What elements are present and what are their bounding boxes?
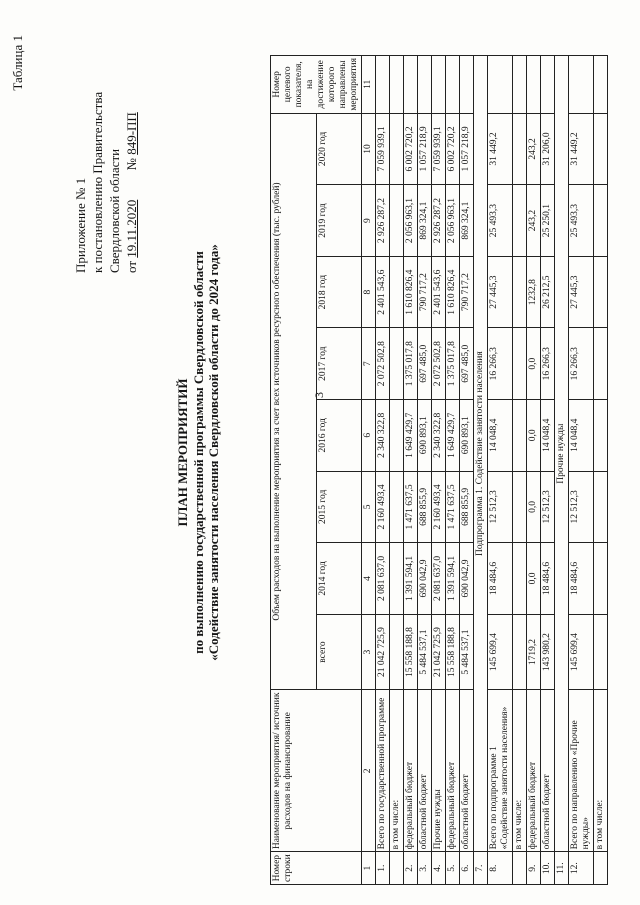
row-number: 5. bbox=[446, 852, 460, 885]
cell-value: 1 375 017,8 bbox=[446, 328, 460, 400]
header-year: 2020 год bbox=[316, 113, 362, 185]
cell-value: 869 324,1 bbox=[418, 185, 432, 257]
cell-value: 2 056 963,1 bbox=[446, 185, 460, 257]
cell-value: 7 059 939,1 bbox=[376, 113, 390, 185]
cell-value bbox=[513, 614, 527, 690]
section-title: Прочие нужды bbox=[555, 56, 569, 852]
cell-value: 1 391 594,1 bbox=[404, 543, 418, 615]
cell-value: 6 002 720,2 bbox=[404, 113, 418, 185]
cell-value bbox=[513, 113, 527, 185]
cell-value: 790 717,2 bbox=[418, 256, 432, 328]
cell-value bbox=[390, 328, 404, 400]
cell-value: 14 048,4 bbox=[541, 400, 555, 472]
cell-value: 12 512,3 bbox=[569, 471, 594, 543]
row-number: 4. bbox=[432, 852, 446, 885]
row-name: Всего по государственной программе bbox=[376, 690, 390, 852]
table-row bbox=[527, 56, 541, 885]
row-target bbox=[446, 56, 460, 114]
header-name: Наименование мероприятия/ источник расходов на финансирование bbox=[271, 690, 362, 852]
header-year: 2019 год bbox=[316, 185, 362, 257]
section-row bbox=[474, 56, 488, 885]
cell-value: 2 926 287,2 bbox=[376, 185, 390, 257]
appendix-date: 19.11.2020 bbox=[124, 199, 139, 258]
cell-value: 21 042 725,9 bbox=[432, 614, 446, 690]
row-target bbox=[513, 56, 527, 114]
header-year: 2017 год bbox=[316, 328, 362, 400]
cell-value: 7 059 939,1 bbox=[432, 113, 446, 185]
cell-value: 2 056 963,1 bbox=[404, 185, 418, 257]
cell-value: 15 558 188,8 bbox=[446, 614, 460, 690]
row-number: 6. bbox=[460, 852, 474, 885]
cell-value: 31 449,2 bbox=[569, 113, 594, 185]
row-number bbox=[390, 852, 404, 885]
cell-value: 1 471 637,5 bbox=[404, 471, 418, 543]
row-name: областной бюджет bbox=[541, 690, 555, 852]
row-name: в том числе: bbox=[513, 690, 527, 852]
cell-value: 1 391 594,1 bbox=[446, 543, 460, 615]
appendix-line-3: Свердловской области bbox=[107, 148, 122, 273]
row-number: 1. bbox=[376, 852, 390, 885]
cell-value: 18 484,6 bbox=[488, 543, 513, 615]
table-label: Таблица 1 bbox=[10, 35, 25, 91]
cell-value: 697 485,0 bbox=[418, 328, 432, 400]
header-row-number: Номер строки bbox=[271, 852, 362, 885]
page-number: 3 bbox=[312, 392, 326, 398]
cell-value bbox=[594, 614, 608, 690]
cell-value: 25 493,3 bbox=[488, 185, 513, 257]
column-index: 8 bbox=[362, 256, 376, 328]
cell-value: 1 649 429,7 bbox=[446, 400, 460, 472]
appendix-number: 849-ПП bbox=[124, 112, 139, 155]
plan-subtitle-2: «Содействие занятости населения Свердловской области до 2024 года» bbox=[206, 244, 221, 661]
cell-value: 790 717,2 bbox=[460, 256, 474, 328]
cell-value bbox=[390, 614, 404, 690]
cell-value: 2 340 322,8 bbox=[376, 400, 390, 472]
header-target: Номер целевого показателя, на достижение которого направлены мероприятия bbox=[271, 56, 362, 114]
section-title: Подпрограмма 1. Содействие занятости населения bbox=[474, 56, 488, 852]
appendix-line-2: к постановлению Правительства bbox=[90, 91, 105, 273]
row-number: 9. bbox=[527, 852, 541, 885]
row-number: 3. bbox=[418, 852, 432, 885]
cell-value bbox=[390, 400, 404, 472]
cell-value: 1 375 017,8 bbox=[404, 328, 418, 400]
cell-value: 21 042 725,9 bbox=[376, 614, 390, 690]
cell-value: 1 057 218,9 bbox=[460, 113, 474, 185]
cell-value bbox=[390, 185, 404, 257]
appendix-from: от bbox=[124, 260, 139, 273]
cell-value: 2 401 543,6 bbox=[376, 256, 390, 328]
cell-value bbox=[594, 256, 608, 328]
cell-value bbox=[390, 113, 404, 185]
cell-value: 243,2 bbox=[527, 185, 541, 257]
cell-value: 16 266,3 bbox=[488, 328, 513, 400]
row-name: федеральный бюджет bbox=[404, 690, 418, 852]
cell-value: 697 485,0 bbox=[460, 328, 474, 400]
header-year: 2014 год bbox=[316, 543, 362, 615]
row-target bbox=[390, 56, 404, 114]
table-row bbox=[446, 56, 460, 885]
cell-value: 31 449,2 bbox=[488, 113, 513, 185]
header-year: 2015 год bbox=[316, 471, 362, 543]
cell-value: 1 610 826,4 bbox=[446, 256, 460, 328]
cell-value: 0,0 bbox=[527, 543, 541, 615]
cell-value: 2 340 322,8 bbox=[432, 400, 446, 472]
row-name: областной бюджет bbox=[418, 690, 432, 852]
row-target bbox=[376, 56, 390, 114]
column-index: 4 bbox=[362, 543, 376, 615]
cell-value: 688 855,9 bbox=[460, 471, 474, 543]
cell-value: 27 445,3 bbox=[488, 256, 513, 328]
column-index: 3 bbox=[362, 614, 376, 690]
cell-value: 5 484 537,1 bbox=[460, 614, 474, 690]
appendix-no-label: № bbox=[124, 158, 139, 171]
cell-value: 1232,8 bbox=[527, 256, 541, 328]
cell-value: 688 855,9 bbox=[418, 471, 432, 543]
row-name: Всего по подпрограмме 1 «Содействие занятости населения» bbox=[488, 690, 513, 852]
header-year: 2016 год bbox=[316, 400, 362, 472]
cell-value: 869 324,1 bbox=[460, 185, 474, 257]
table-row bbox=[376, 56, 390, 885]
column-index: 10 bbox=[362, 113, 376, 185]
cell-value: 243,2 bbox=[527, 113, 541, 185]
section-row bbox=[555, 56, 569, 885]
header-total: всего bbox=[316, 614, 362, 690]
cell-value: 145 699,4 bbox=[488, 614, 513, 690]
cell-value: 143 980,2 bbox=[541, 614, 555, 690]
cell-value: 1 649 429,7 bbox=[404, 400, 418, 472]
column-index: 7 bbox=[362, 328, 376, 400]
cell-value bbox=[390, 256, 404, 328]
cell-value: 16 266,3 bbox=[569, 328, 594, 400]
row-target bbox=[569, 56, 594, 114]
row-number: 10. bbox=[541, 852, 555, 885]
cell-value: 26 212,5 bbox=[541, 256, 555, 328]
column-index: 6 bbox=[362, 400, 376, 472]
cell-value: 14 048,4 bbox=[488, 400, 513, 472]
table-row bbox=[569, 56, 594, 885]
cell-value bbox=[594, 328, 608, 400]
cell-value bbox=[513, 543, 527, 615]
row-name: в том числе: bbox=[390, 690, 404, 852]
row-name: федеральный бюджет bbox=[527, 690, 541, 852]
cell-value: 14 048,4 bbox=[569, 400, 594, 472]
cell-value: 0,0 bbox=[527, 400, 541, 472]
row-target bbox=[541, 56, 555, 114]
row-number bbox=[513, 852, 527, 885]
cell-value: 145 699,4 bbox=[569, 614, 594, 690]
table-row bbox=[432, 56, 446, 885]
row-number: 7. bbox=[474, 852, 488, 885]
cell-value: 1 471 637,5 bbox=[446, 471, 460, 543]
column-index: 1 bbox=[362, 852, 376, 885]
cell-value: 2 160 493,4 bbox=[432, 471, 446, 543]
appendix-date-line bbox=[123, 23, 140, 273]
row-number: 8. bbox=[488, 852, 513, 885]
cell-value: 0,0 bbox=[527, 471, 541, 543]
cell-value bbox=[390, 543, 404, 615]
cell-value: 2 926 287,2 bbox=[432, 185, 446, 257]
row-number: 2. bbox=[404, 852, 418, 885]
cell-value bbox=[390, 471, 404, 543]
column-index: 9 bbox=[362, 185, 376, 257]
cell-value: 2 081 637,0 bbox=[376, 543, 390, 615]
cell-value bbox=[513, 471, 527, 543]
cell-value: 2 072 502,8 bbox=[432, 328, 446, 400]
cell-value: 15 558 188,8 bbox=[404, 614, 418, 690]
appendix-block bbox=[72, 23, 140, 273]
row-number: 11. bbox=[555, 852, 569, 885]
table-row bbox=[418, 56, 432, 885]
table-body bbox=[376, 56, 608, 885]
row-name: Прочие нужды bbox=[432, 690, 446, 852]
cell-value bbox=[513, 328, 527, 400]
plan-subtitle-1: по выполнению государственной программы Свердловской области bbox=[191, 251, 206, 654]
column-index: 11 bbox=[362, 56, 376, 114]
cell-value bbox=[513, 256, 527, 328]
row-target bbox=[418, 56, 432, 114]
cell-value bbox=[594, 543, 608, 615]
row-target bbox=[488, 56, 513, 114]
row-target bbox=[527, 56, 541, 114]
row-target bbox=[404, 56, 418, 114]
cell-value: 690 893,1 bbox=[460, 400, 474, 472]
appendix-line-1: Приложение № 1 bbox=[73, 177, 88, 273]
cell-value: 18 484,6 bbox=[569, 543, 594, 615]
cell-value: 1719,2 bbox=[527, 614, 541, 690]
table-row bbox=[513, 56, 527, 885]
row-name: Всего по направлению «Прочие нужды» bbox=[569, 690, 594, 852]
cell-value: 25 493,3 bbox=[569, 185, 594, 257]
table-row bbox=[488, 56, 513, 885]
cell-value: 2 401 543,6 bbox=[432, 256, 446, 328]
cell-value: 18 484,6 bbox=[541, 543, 555, 615]
header-costs: Объем расходов на выполнение мероприятия за счет всех источников ресурсного обеспечения (тыс. рублей) bbox=[271, 113, 317, 690]
cell-value bbox=[594, 185, 608, 257]
cell-value: 1 057 218,9 bbox=[418, 113, 432, 185]
table-row bbox=[594, 56, 608, 885]
row-number: 12. bbox=[569, 852, 594, 885]
cell-value: 16 266,3 bbox=[541, 328, 555, 400]
cell-value bbox=[594, 471, 608, 543]
cell-value: 0,0 bbox=[527, 328, 541, 400]
table-row bbox=[404, 56, 418, 885]
cell-value: 12 512,3 bbox=[541, 471, 555, 543]
table-row bbox=[390, 56, 404, 885]
cell-value: 6 002 720,2 bbox=[446, 113, 460, 185]
header-year: 2018 год bbox=[316, 256, 362, 328]
cell-value: 690 042,9 bbox=[418, 543, 432, 615]
cell-value: 1 610 826,4 bbox=[404, 256, 418, 328]
cell-value: 2 072 502,8 bbox=[376, 328, 390, 400]
cell-value: 2 160 493,4 bbox=[376, 471, 390, 543]
column-index: 5 bbox=[362, 471, 376, 543]
row-number bbox=[594, 852, 608, 885]
cell-value bbox=[513, 400, 527, 472]
row-name: в том числе: bbox=[594, 690, 608, 852]
plan-title: ПЛАН МЕРОПРИЯТИЙ bbox=[175, 378, 190, 527]
cell-value: 27 445,3 bbox=[569, 256, 594, 328]
plan-table bbox=[270, 55, 608, 885]
row-target bbox=[432, 56, 446, 114]
cell-value: 31 206,0 bbox=[541, 113, 555, 185]
table-row bbox=[541, 56, 555, 885]
cell-value bbox=[594, 400, 608, 472]
cell-value: 2 081 637,0 bbox=[432, 543, 446, 615]
cell-value bbox=[513, 185, 527, 257]
cell-value bbox=[594, 113, 608, 185]
cell-value: 25 250,1 bbox=[541, 185, 555, 257]
row-target bbox=[594, 56, 608, 114]
cell-value: 690 042,9 bbox=[460, 543, 474, 615]
column-index: 2 bbox=[362, 690, 376, 852]
cell-value: 5 484 537,1 bbox=[418, 614, 432, 690]
cell-value: 690 893,1 bbox=[418, 400, 432, 472]
table-row bbox=[460, 56, 474, 885]
row-name: областной бюджет bbox=[460, 690, 474, 852]
cell-value: 12 512,3 bbox=[488, 471, 513, 543]
row-name: федеральный бюджет bbox=[446, 690, 460, 852]
row-target bbox=[460, 56, 474, 114]
